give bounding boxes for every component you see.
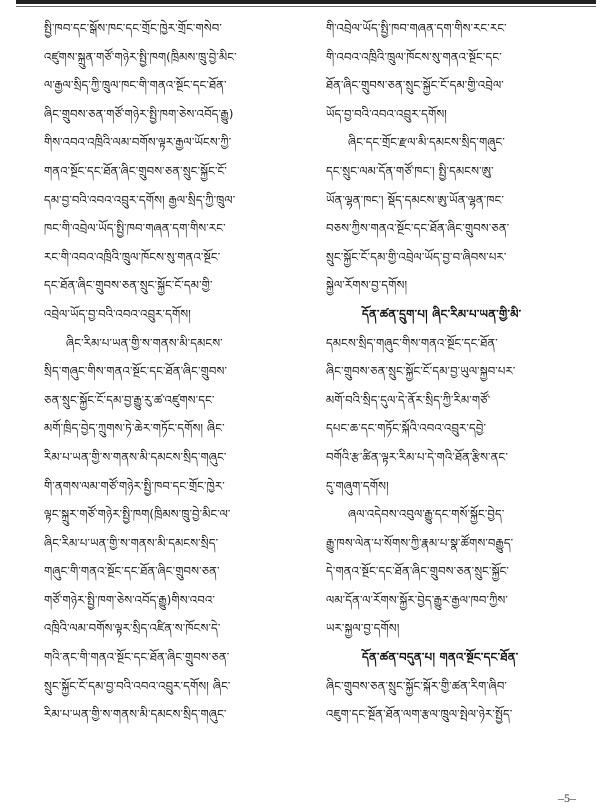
text-line: སྐྱེལ་རོགས་བྱ་དགོས། bbox=[326, 278, 408, 293]
left-column bbox=[44, 14, 309, 729]
text-line: ཞལ་འདེབས་འབུལ་རྒྱུ་དང་གསོ་སྐྱོང་བྱེད་ bbox=[348, 507, 505, 522]
text-line: ཐོན་ཞིང་གྲུབས་ཅན་སྲུང་སྐྱོང་ངོ་དམ་གྱི་འབྲེལ་ bbox=[326, 78, 504, 93]
text-line: ཞིང་གྲུབས་ཅན་སྲུང་སྐྱོང་ངོ་དམ་བྱ་ཡུལ་སྐྱབ་པར་ bbox=[326, 364, 516, 379]
text-line: ཞིང་རིམ་པ་ཡན་གྱི་ས་གནས་མི་དམངས་སྲིད་ bbox=[44, 535, 219, 550]
text-line: དཔང་ཆ་དང་གཏོང་སྐོའི་འབའ་འབྲུར་དབྱེ་ bbox=[326, 421, 487, 436]
text-line: སྲུང་སྐྱོང་ངོ་དམ་གྱི་འབྲེལ་ཡོད་བྱ་བ་ཞིབས་པར་ bbox=[326, 249, 507, 264]
text-line: འཛུགས་སྐྲུན་གཙོ་གཉེར་སྤྱི་ཁག(ཁྲིམས་ཁྲུ་བྱེ་མིང་ bbox=[44, 49, 237, 64]
text-line: དེ་གནའ་སྔོང་དང་ཐོན་ཞིང་གྲུབས་ཅན་སྲུང་སྐྱོང་ bbox=[326, 564, 509, 579]
text-line: ཞིང་གྲུབས་ཅན་སྲུང་སྐྱོང་སྐོར་གྱི་ཚན་རིག་ཞིབ་ bbox=[326, 678, 507, 693]
text-line: འཇུག་དང་སྔོན་ཐོན་ལག་རྩལ་ཁྲུལ་སྤེལ་ཉེར་སྤྱོད་ bbox=[326, 707, 513, 722]
text-line: གི་ནགས་ལམ་གཙོ་གཉེར་སྤྱི་ཁབ་དང་གྲོང་ཁྱེར་ bbox=[44, 478, 225, 493]
page-number: –5– bbox=[558, 791, 576, 805]
text-line: གའི་ནང་གི་གནའ་སྔོང་དང་ཐོན་ཞིང་གྲུབས་ཅན་ bbox=[44, 650, 230, 665]
text-line: ཡར་སྐྱལ་བྱ་དགོས། bbox=[326, 621, 400, 636]
text-line: དུ་གཞུག་དགོས། bbox=[326, 478, 389, 493]
text-line: གཙོ་གཉེར་སྤྱི་ཁག་ཅེས་འབོད་རྒྱུ)གིས་འབའ་ bbox=[44, 592, 215, 607]
text-line: དམངས་སྲིད་གཞུང་གིས་གནའ་སྔོང་དང་ཐོན་ bbox=[326, 335, 498, 350]
text-line: མགོ་བའི་སྲིད་དུལ་དེ་ནོར་སྲིད་ཀྱི་རིམ་གཙོ་ bbox=[326, 392, 491, 407]
text-line: ཞིང་རིམ་པ་ཡན་གྱི་ས་གནས་མི་དམངས་ bbox=[66, 335, 223, 350]
text-line: གི་འབྲེལ་ཡོད་སྤྱི་ཁབ་གཞན་དག་གིས་རང་རང་ bbox=[326, 21, 507, 35]
text-line: རིམ་པ་ཡན་གྱི་ས་གནས་མི་དམངས་སྲིད་གཞུང་ bbox=[44, 707, 227, 722]
text-line: ལྟང་སྐྲུར་གཙོ་གཉེར་སྤྱི་ཁག(ཁྲིམས་ཁྲུ་བྱེ་མིང་ལ་ bbox=[44, 507, 231, 522]
text-line: འཁྲིའི་ལམ་བགོས་ལྟར་སྲིད་འཛིན་ས་ཁོངས་དེ་ bbox=[44, 621, 221, 636]
top-rule-thin bbox=[16, 6, 596, 7]
text-line: ལམ་དོན་ལ་རོགས་སྐྱོར་བྱེད་རྒྱུར་རྒྱལ་ཁབ་ཀྱིས་ bbox=[326, 592, 508, 607]
text-line: གནའ་སྔོང་དང་ཐོན་ཞིང་གྲུབས་ཅན་སྲུང་སྐྱོང་ངོ་ bbox=[44, 163, 227, 178]
text-line: གིས་འབའ་འཁྲིའི་ལམ་བགོས་ལྟར་རྒྱལ་ཡོངས་ཀྱི་ bbox=[44, 135, 232, 150]
section-heading-line: དོན་ཚན་བདུན་པ། གནའ་སྔོང་དང་ཐོན་ bbox=[362, 650, 519, 665]
text-line: བཅས་ཀྱིས་གནའ་སྔོང་དང་ཐོན་ཞིང་གྲུབས་ཅན་ bbox=[326, 221, 510, 236]
text-line: ཞིང་དང་གྲོང་རྫལ་མི་དམངས་སྲིད་གཞུང་ bbox=[348, 135, 505, 150]
text-line: གཞུང་གི་གནའ་སྔོང་དང་ཐོན་ཞིང་གྲུབས་ཅན་ bbox=[44, 564, 220, 579]
text-line: སྲུང་སྐྱོང་ངོ་དམ་བྱ་བའི་འབའ་འབྲུར་དགོས། ཞིང་ bbox=[44, 678, 231, 693]
text-line: དང་ཐོན་ཞིང་གྲུབས་ཅན་སྲུང་སྐྱོང་ངོ་དམ་གྱི་ bbox=[44, 278, 213, 293]
text-line: སྤྱི་ཁབ་དང་སྒོས་ཁང་དང་གྲོང་ཁྱེར་གྲོང་གསེབ་ bbox=[44, 21, 222, 35]
text-line: གི་འབའ་འཁྲིའི་ཁྲུལ་ཁོངས་སུ་གནའ་སྔོང་དང་ bbox=[326, 49, 502, 64]
text-line: ཁང་གི་འབྲེལ་ཡོད་སྤྱི་ཁབ་གཞན་དག་གིས་རང་ bbox=[44, 221, 226, 236]
right-column bbox=[326, 14, 591, 729]
text-line: བགོའི་རྩ་ཚིན་ལྟར་རིམ་པ་དེ་གའི་ཐོན་རྩིས་ནང་ bbox=[326, 449, 508, 464]
text-line: མགོ་ཁྲིད་བྱེད་ཀྲུགས་ཏེ་ཆེར་གཏོང་དགོས། ཞིང་ bbox=[44, 421, 225, 436]
text-line: དམ་བྱ་བའི་འབའ་འབྲུར་དགོས། རྒྱལ་སྲིད་ཀྱི་ཁྲུལ་ bbox=[44, 192, 236, 207]
text-line: དང་སྲུང་ལམ་དོན་གཙོ་ཁང་། སྤྱི་དམངས་ཨུ་ bbox=[326, 163, 494, 178]
text-line: ལ་རྒྱལ་སྲིད་ཀྱི་ཁྲུལ་ཁང་གི་གནའ་སྔོང་དང་ཐོན་ bbox=[44, 78, 227, 93]
text-line: རང་གི་འབའ་འཁྲིའི་ཁྲུལ་ཁོངས་སུ་གནའ་སྔོང་ bbox=[44, 249, 221, 264]
text-line: རིམ་པ་ཡན་གྱི་ས་གནས་མི་དམངས་སྲིད་གཞུང་ bbox=[44, 449, 227, 464]
text-line: ཅན་སྲུང་སྐྱོང་ངོ་དམ་བྱ་རྒྱུ་རུ་ཚ་འཛུགས་དང་ bbox=[44, 392, 215, 407]
text-line: རྒྱུ་ཁས་ལེན་པ་སོགས་ཀྱི་རྣམ་པ་སྣ་ཚོགས་བརྒྱུད་ bbox=[326, 535, 514, 550]
section-heading-line: དོན་ཚན་དྲུག་པ། ཞིང་རིམ་པ་ཡན་གྱི་མི་ bbox=[362, 306, 522, 321]
top-rule bbox=[16, 0, 596, 4]
text-line: ཡོན་ལྷན་ཁང་། སྡོད་དམངས་ཨུ་ཡོན་ལྷན་ཁང་ bbox=[326, 192, 505, 207]
text-line: འབྲེལ་ཡོད་བྱ་བའི་འབའ་འབྲུར་དགོས། bbox=[44, 306, 191, 321]
text-line: ཞིང་གྲུབས་ཅན་གཙོ་གཉེར་སྤྱི་ཁག་ཅེས་འབོད་རྒྱུ) bbox=[44, 106, 234, 121]
text-line: ཡོད་བྱ་བའི་འབའ་འབྲུར་དགོས། bbox=[326, 106, 448, 121]
text-line: སྲིད་གཞུང་གིས་གནའ་སྔོང་དང་ཐོན་ཞིང་གྲུབས་ bbox=[44, 364, 228, 379]
